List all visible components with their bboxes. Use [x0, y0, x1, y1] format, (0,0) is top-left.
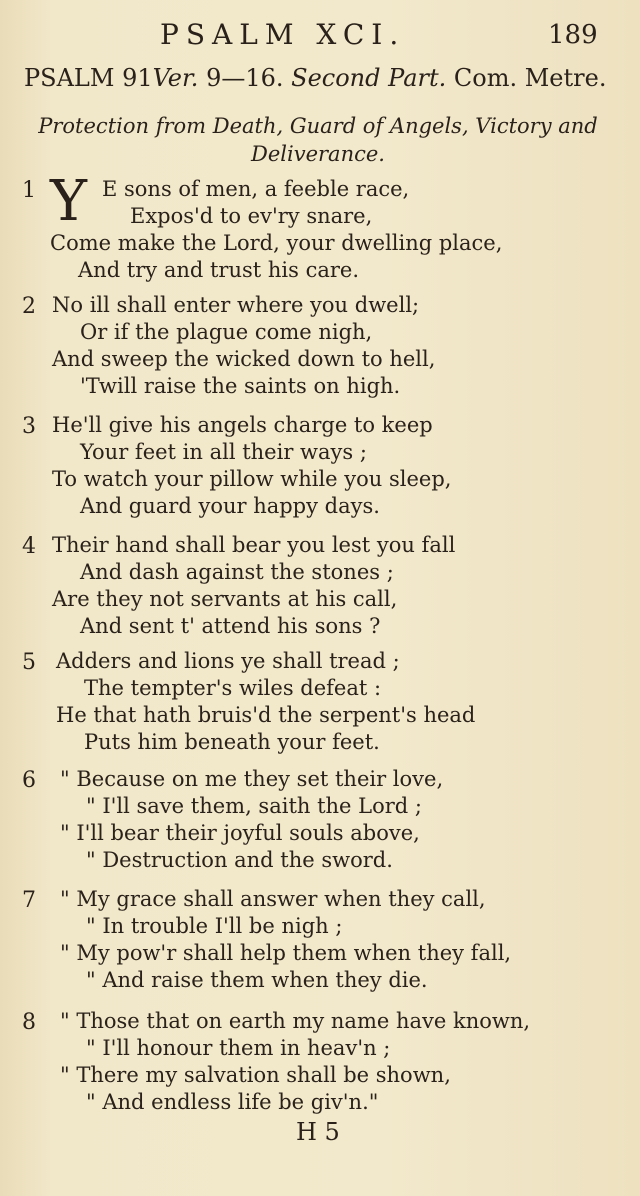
verse-line: " Those that on earth my name have known,	[60, 1009, 531, 1033]
verse-line: " There my salvation shall be shown,	[60, 1063, 451, 1087]
stanza-number: 7	[22, 888, 36, 913]
stanza-number: 2	[22, 294, 36, 319]
verse-line: Or if the plague come nigh,	[80, 320, 373, 344]
verse-range: 9—16.	[206, 64, 284, 92]
verse-line: And try and trust his care.	[78, 258, 359, 282]
psalm-heading	[24, 64, 624, 92]
verse-line: " And endless life be giv'n."	[86, 1090, 379, 1114]
stanza-number: 1	[22, 178, 36, 203]
verse-line: " Destruction and the sword.	[86, 848, 393, 872]
verse-line: And sweep the wicked down to hell,	[52, 347, 436, 371]
psalm-subtitle	[18, 112, 618, 168]
verse-line: " I'll honour them in heav'n ;	[86, 1036, 391, 1060]
verse-line: " My grace shall answer when they call,	[60, 887, 486, 911]
verse-line: Their hand shall bear you lest you fall	[52, 533, 456, 557]
page-number: 189	[548, 20, 598, 50]
running-head	[0, 14, 640, 54]
part-label: Second Part.	[291, 64, 447, 92]
verse-line: And dash against the stones ;	[80, 560, 394, 584]
verse-line: Puts him beneath your feet.	[84, 730, 380, 754]
verse-line: " In trouble I'll be nigh ;	[86, 914, 343, 938]
verse-line: To watch your pillow while you sleep,	[52, 467, 452, 491]
psalm-label: PSALM	[24, 64, 115, 92]
verse-line: He that hath bruis'd the serpent's head	[56, 703, 476, 727]
verse-line: Come make the Lord, your dwelling place,	[50, 231, 503, 255]
running-head-title: PSALM XCI.	[160, 18, 406, 51]
verse-line: Your feet in all their ways ;	[80, 440, 367, 464]
subtitle-line-1: Protection from Death, Guard of Angels, Victory and	[38, 114, 598, 138]
metre-label: Com. Metre.	[453, 64, 607, 92]
verse-line: He'll give his angels charge to keep	[52, 413, 433, 437]
signature-mark: H 5	[296, 1118, 340, 1146]
stanza-number: 8	[22, 1010, 36, 1035]
verse-line: 'Twill raise the saints on high.	[80, 374, 401, 398]
verse-line: " And raise them when they die.	[86, 968, 428, 992]
subtitle-line-2: Deliverance.	[251, 142, 385, 166]
drop-cap: Y	[50, 169, 87, 234]
psalm-number: 91	[122, 64, 153, 92]
verse-line: Expos'd to ev'ry snare,	[130, 204, 373, 228]
stanza-number: 3	[22, 414, 36, 439]
verse-line: Adders and lions ye shall tread ;	[56, 649, 400, 673]
ver-label: Ver.	[152, 64, 199, 92]
verse-line: " My pow'r shall help them when they fall,	[60, 941, 512, 965]
stanza-number: 6	[22, 768, 36, 793]
stanza-number: 5	[22, 650, 36, 675]
verse-line: And guard your happy days.	[80, 494, 380, 518]
verse-line: " I'll bear their joyful souls above,	[60, 821, 420, 845]
verse-line: E sons of men, a feeble race,	[102, 177, 410, 201]
verse-line: No ill shall enter where you dwell;	[52, 293, 420, 317]
verse-line: The tempter's wiles defeat :	[84, 676, 382, 700]
verse-line: Are they not servants at his call,	[52, 587, 398, 611]
verse-line: " Because on me they set their love,	[60, 767, 444, 791]
verse-line: And sent t' attend his sons ?	[80, 614, 381, 638]
verse-line: " I'll save them, saith the Lord ;	[86, 794, 422, 818]
stanza-number: 4	[22, 534, 36, 559]
